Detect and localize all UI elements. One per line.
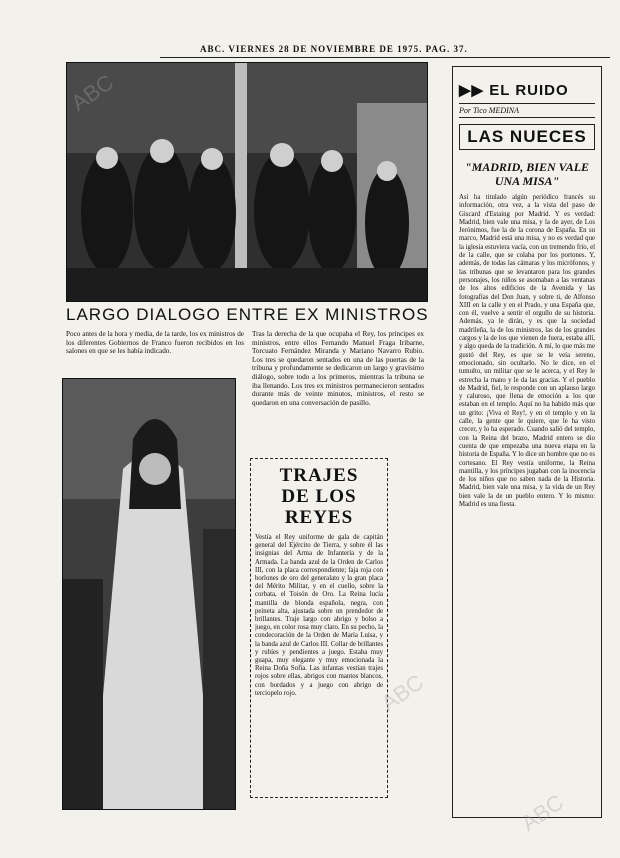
trajes-body: Vestía el Rey uniforme de gala de capitán general del Ejército de Tierra, y sobre él las insignias del Arma de Infantería y de la Armada. La banda azul de la Orden de Carlos III, con la placa correspondiente; faja roja con borlones de oro del generalato y la gran placa del Mérito Militar, y en el cuello, sobre la corbata, el Toisón de Oro. La Reina lucía mantilla de blonda española, negra, con peineta alta, ajustada sobre un prendedor de brillantes. Traje largo con abrigo y bolso a juego, en color rosa muy claro. En su pecho, la condecoración de la Orden de María Luisa, y la banda azul de Carlos III. Collar de brillantes y rubíes y pendientes a juego. Estaba muy guapa, muy elegante y muy emocionada la Reina Doña Sofía. Las infantas vestían trajes rojos sobre ellas, abrigos con mantos blancos, con bordados y a juego con abrigo de terciopelo rojo. bbox=[255, 534, 383, 697]
header-rule bbox=[160, 57, 610, 58]
article-headline: LARGO DIALOGO ENTRE EX MINISTROS bbox=[66, 305, 429, 324]
page-header: ABC. VIERNES 28 DE NOVIEMBRE DE 1975. PAG. 37. bbox=[200, 44, 468, 54]
column-headline-line2: UNA MISA" bbox=[494, 174, 560, 188]
column-title bbox=[459, 81, 595, 99]
column-headline bbox=[459, 160, 595, 188]
article-text-right: Tras la derecha de la que ocupaba el Rey, los príncipes ex ministros, entre ellos Fernando Manuel Fraga Iribarne, Torcuato Fernández Miranda y Mariano Navarro Rubio. Los tres se quedaron sentados en una de las puertas de la tribuna y profundamente se dedicaron un largo y gravísimo diálogo, sobre todo a los primeros, mientras la tribuna se iba llenando. Los tres ex ministros permanecieron sentados durante más de veinte minutos, ministros, el resto se quedaron en una conversación de pasillo. bbox=[252, 330, 424, 407]
column-title-text: EL RUIDO bbox=[489, 82, 569, 99]
column-section: LAS NUECES bbox=[459, 124, 595, 150]
photo-reina bbox=[62, 378, 236, 810]
watermark-2: ABC bbox=[376, 669, 429, 716]
arrows-icon: ▶▶ bbox=[459, 82, 490, 99]
trajes-box bbox=[250, 458, 388, 798]
article-text-left: Poco antes de la hora y media, de la tarde, los ex ministros de los diferentes Gobiernos de Franco fueron recibidos en los salones en que se les había indicado. bbox=[66, 330, 244, 356]
trajes-title-line1: TRAJES bbox=[279, 465, 359, 486]
trajes-title bbox=[255, 465, 383, 528]
watermark-1: ABC bbox=[66, 69, 119, 116]
column-box bbox=[452, 66, 602, 818]
column-headline-line1: "MADRID, BIEN VALE bbox=[464, 160, 590, 174]
photo-ex-ministros bbox=[66, 62, 428, 302]
trajes-title-line2: DE LOS REYES bbox=[281, 486, 357, 528]
watermark-3: ABC bbox=[516, 789, 569, 836]
column-author: Por Tico MEDINA bbox=[459, 103, 595, 118]
column-body: Así ha titulado algún periódico francés su información, otra vez, a la vista del paso de Giscard d'Estaing por Madrid. Y es verdad: Madrid, bien vale una misa, y la de ayer, de Los Jerónimos, fue la de la corona de España. En su marco, Madrid está una misa, y no es verdad que la iglesia estuviera vacía, con un tremendo frío, el de la calle, que se colaba por los portones. Y, además, de todas las cámaras y los micrófonos, y las tribunas que se levantaron para los grandes personajes, los niños se asomaban a las ventanas de los altos edificios de la Avenida y las fotografías del Don Juan, y sobre ti, de Alfonso XIII en la calle y en el Prado, y una España que, con él, vuelve a sentir el orgullo de su historia. Además, ya le dirán, y es que la sociedad madrileña, la de los ministros, las de los grandes cargos y la de los que vienen de fuera, estaba allí, y algo queda de la tradición. A mí, lo que más me gustó del Rey, es que se le veía sereno, emocionado, sin ocultarlo. No le dice, en el tumulto, un militar que se le acerca, y el Rey le estrecha la mano y le da las gracias. Y el pueblo de Madrid, fiel, le responde con un aplauso largo y caluroso, que llena de emoción a los que estaban en el templo. Aquí no ha habido más que un grito: ¡Viva el Rey!, y en el templo y en la calle, la gente que le quiere, que le ha visto crecer, y lo ha esperado. Cuando salió del templo, con la Reina del brazo, Madrid entero se dio cuenta de que empezaba una nueva etapa en la historia de España. Y lo dice un hombre que no es cortesano. El Rey vestía uniforme, la Reina mantilla, y los príncipes jugaban con la inocencia de los niños que no saben nada de la Historia. Madrid, bien vale una misa, y la vida de un Rey bien vale la de un pueblo entero. Y lo mismo: Madrid es una fiesta. bbox=[459, 194, 595, 508]
